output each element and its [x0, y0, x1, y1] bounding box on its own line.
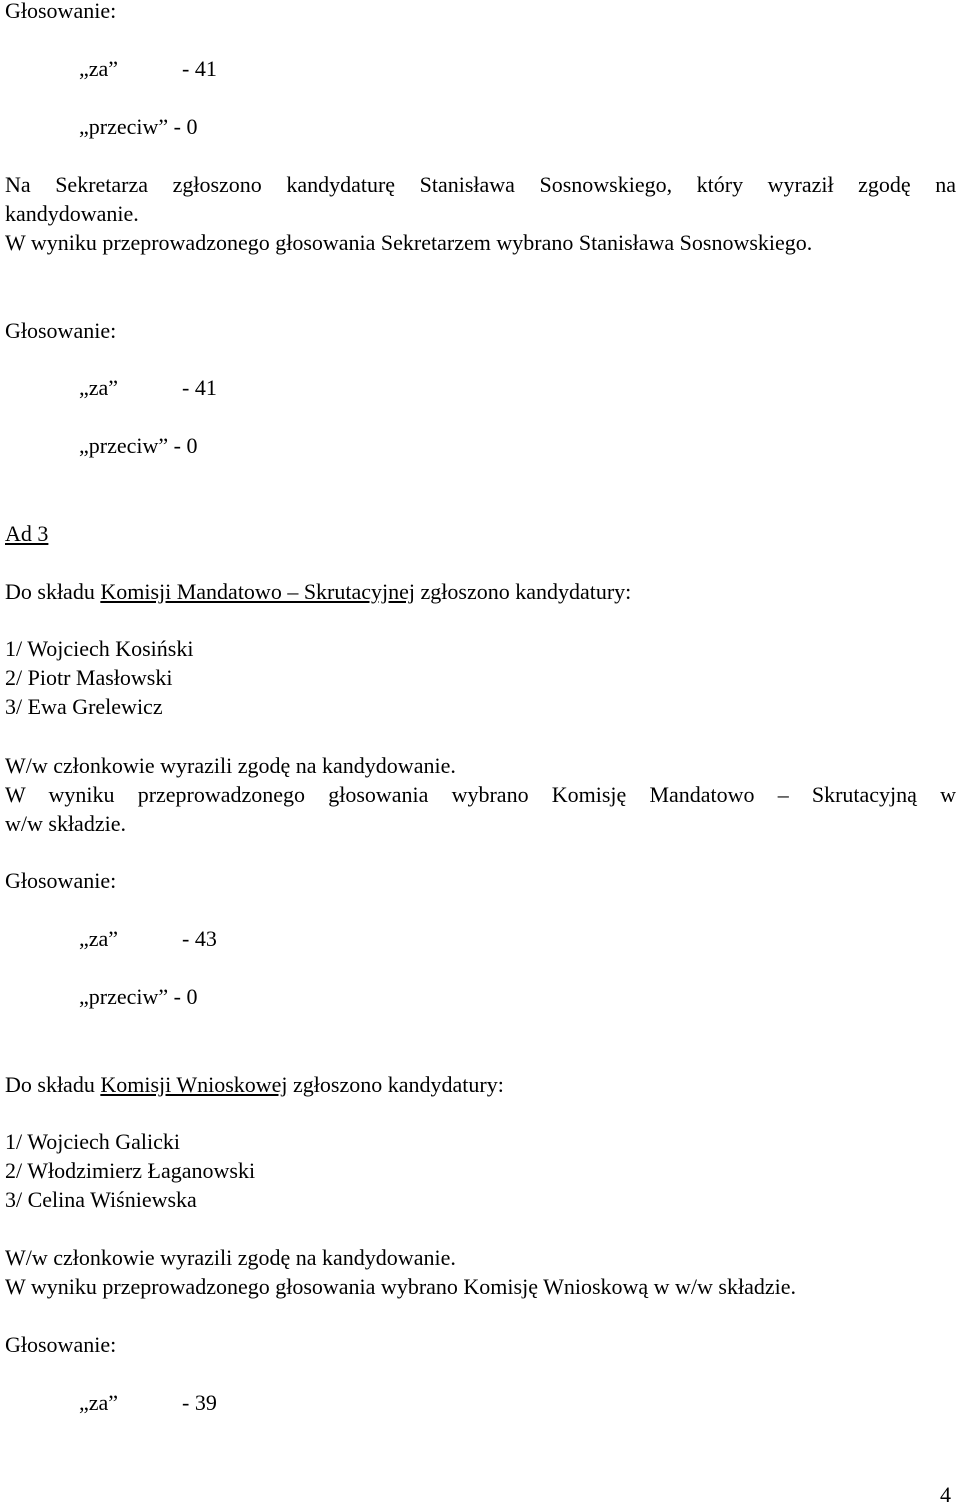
vote-for-value: - 41	[182, 56, 217, 81]
motions-commission-intro	[5, 1070, 504, 1099]
page-number: 4	[940, 1482, 951, 1507]
vote-for-label: „za”	[79, 56, 119, 81]
commission-name-wnioskowa: Komisji Wnioskowej	[100, 1072, 288, 1097]
candidate-item: 2/ Piotr Masłowski	[5, 665, 173, 690]
election-result: W wyniku przeprowadzonego głosowania wybrano Komisję Wnioskową w w/w składzie.	[5, 1274, 797, 1299]
vote-for-value: - 43	[182, 926, 217, 951]
candidate-item: 3/ Celina Wiśniewska	[5, 1187, 197, 1212]
vote-against-row-3: „przeciw” - 0	[79, 984, 198, 1009]
vote-heading-1: Głosowanie:	[5, 0, 117, 23]
vote-for-label: „za”	[79, 375, 119, 400]
intro-prefix: Do składu	[5, 579, 101, 604]
intro-suffix: zgłoszono kandydatury:	[287, 1072, 504, 1097]
consent-statement: W/w członkowie wyrazili zgodę na kandydowanie.	[5, 753, 456, 778]
election-result-line-1: W wyniku przeprowadzonego głosowania wybrano Komisję Mandatowo – Skrutacyjną w	[5, 782, 956, 807]
vote-against-row-1: „przeciw” - 0	[79, 114, 198, 139]
commission-name-mandatowo: Komisji Mandatowo – Skrutacyjnej	[100, 579, 416, 604]
candidate-item: 2/ Włodzimierz Łaganowski	[5, 1158, 256, 1183]
consent-statement: W/w członkowie wyrazili zgodę na kandydowanie.	[5, 1245, 456, 1270]
vote-against-row-2: „przeciw” - 0	[79, 433, 198, 458]
vote-heading-4: Głosowanie:	[5, 1332, 117, 1357]
vote-heading-2: Głosowanie:	[5, 318, 117, 343]
vote-for-label: „za”	[79, 1390, 119, 1415]
secretary-paragraph-line-2: kandydowanie.	[5, 201, 139, 226]
intro-suffix: zgłoszono kandydatury:	[415, 579, 632, 604]
vote-for-value: - 41	[182, 375, 217, 400]
intro-prefix: Do składu	[5, 1072, 101, 1097]
vote-for-value: - 39	[182, 1390, 217, 1415]
secretary-paragraph-line-1: Na Sekretarza zgłoszono kandydaturę Stanisława Sosnowskiego, który wyraził zgodę na	[5, 172, 956, 197]
section-heading-ad3: Ad 3	[5, 521, 49, 546]
candidate-item: 3/ Ewa Grelewicz	[5, 694, 163, 719]
vote-heading-3: Głosowanie:	[5, 868, 117, 893]
secretary-result: W wyniku przeprowadzonego głosowania Sekretarzem wybrano Stanisława Sosnowskiego.	[5, 230, 813, 255]
candidate-item: 1/ Wojciech Kosiński	[5, 636, 194, 661]
vote-for-label: „za”	[79, 926, 119, 951]
mandate-commission-intro	[5, 577, 631, 606]
candidate-item: 1/ Wojciech Galicki	[5, 1129, 180, 1154]
election-result-line-2: w/w składzie.	[5, 811, 126, 836]
